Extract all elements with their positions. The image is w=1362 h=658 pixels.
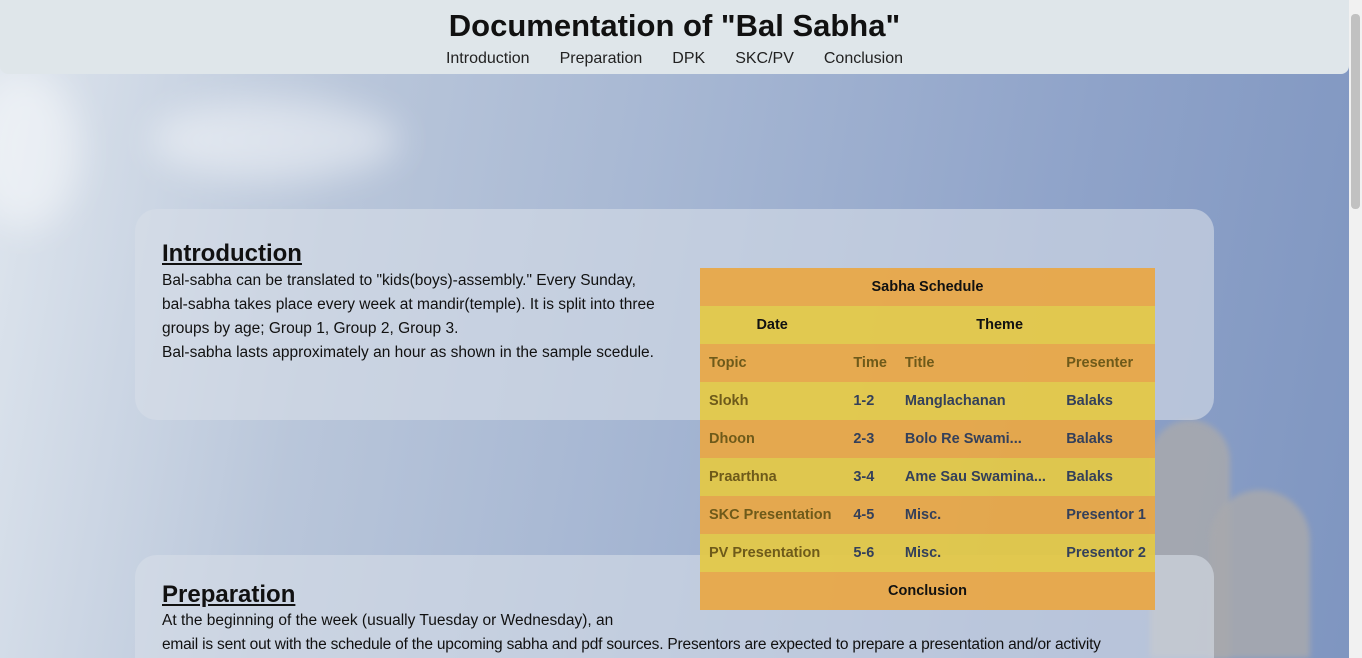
col-presenter: Presenter [1066, 355, 1134, 371]
nav-skc-pv[interactable]: SKC/PV [735, 50, 794, 67]
table-cell: Balaks [1066, 431, 1113, 447]
cloud [150, 100, 400, 180]
scrollbar[interactable] [1349, 0, 1362, 658]
table-cell: 5-6 [853, 545, 875, 561]
table-caption: Sabha Schedule [871, 279, 984, 295]
col-title: Title [904, 355, 935, 371]
table-cell: Presentor 2 [1066, 545, 1146, 561]
nav-introduction[interactable]: Introduction [445, 50, 530, 67]
prep-text: email is sent out with the schedule of the upcoming sabha and pdf sources. Presentors are expected to prepare a presentation and/or activity [162, 636, 1101, 653]
table-cell: 4-5 [853, 507, 875, 523]
page-title: Documentation of "Bal Sabha" [448, 8, 901, 43]
column-headers [700, 344, 1155, 382]
intro-text: Bal-sabha lasts approximately an hour as shown in the sample scedule. [162, 344, 654, 361]
table-cell: Praarthna [709, 469, 777, 485]
table-cell: Bolo Re Swami... [904, 431, 1022, 447]
table-cell: PV Presentation [709, 545, 821, 561]
table-cell: Balaks [1066, 469, 1113, 485]
cloud [0, 70, 80, 230]
table-cell: Slokh [709, 393, 749, 409]
section-heading: Preparation [162, 581, 296, 608]
date-header: Date [756, 317, 788, 333]
table-cell: SKC Presentation [709, 507, 832, 523]
col-topic: Topic [709, 355, 747, 371]
nav-dpk[interactable]: DPK [672, 50, 706, 67]
table-row [700, 382, 1155, 420]
table-row [700, 534, 1155, 572]
site-header [0, 0, 1349, 74]
col-time: Time [853, 355, 887, 371]
table-cell: Misc. [904, 545, 942, 561]
table-cell: Ame Sau Swamina... [904, 469, 1046, 485]
nav-conclusion[interactable]: Conclusion [823, 50, 904, 67]
sabha-schedule-table [700, 268, 1155, 610]
table-cell: Manglachanan [904, 393, 1006, 409]
table-cell: 1-2 [853, 393, 875, 409]
table-cell: 2-3 [853, 431, 875, 447]
scrollbar-thumb[interactable] [1351, 14, 1360, 209]
table-cell: 3-4 [853, 469, 875, 485]
table-cell: Balaks [1066, 393, 1113, 409]
nav-preparation[interactable]: Preparation [559, 50, 643, 67]
theme-header: Theme [976, 317, 1024, 333]
prep-text: At the beginning of the week (usually Tuesday or Wednesday), an [162, 612, 614, 629]
table-cell: Presentor 1 [1066, 507, 1146, 523]
section-heading: Introduction [162, 240, 302, 267]
nav-bar [0, 50, 1349, 68]
table-footer: Conclusion [888, 583, 967, 599]
table-cell: Misc. [904, 507, 942, 523]
table-row [700, 496, 1155, 534]
table-row [700, 458, 1155, 496]
table-row [700, 420, 1155, 458]
temple-spire [1210, 490, 1310, 658]
intro-text: Bal-sabha can be translated to "kids(boys)-assembly." Every Sunday, bal-sabha takes place every week at mandir(temple). It is split into three groups by age; Group 1, Group 2, Group 3. [162, 272, 655, 337]
table-cell: Dhoon [709, 431, 755, 447]
